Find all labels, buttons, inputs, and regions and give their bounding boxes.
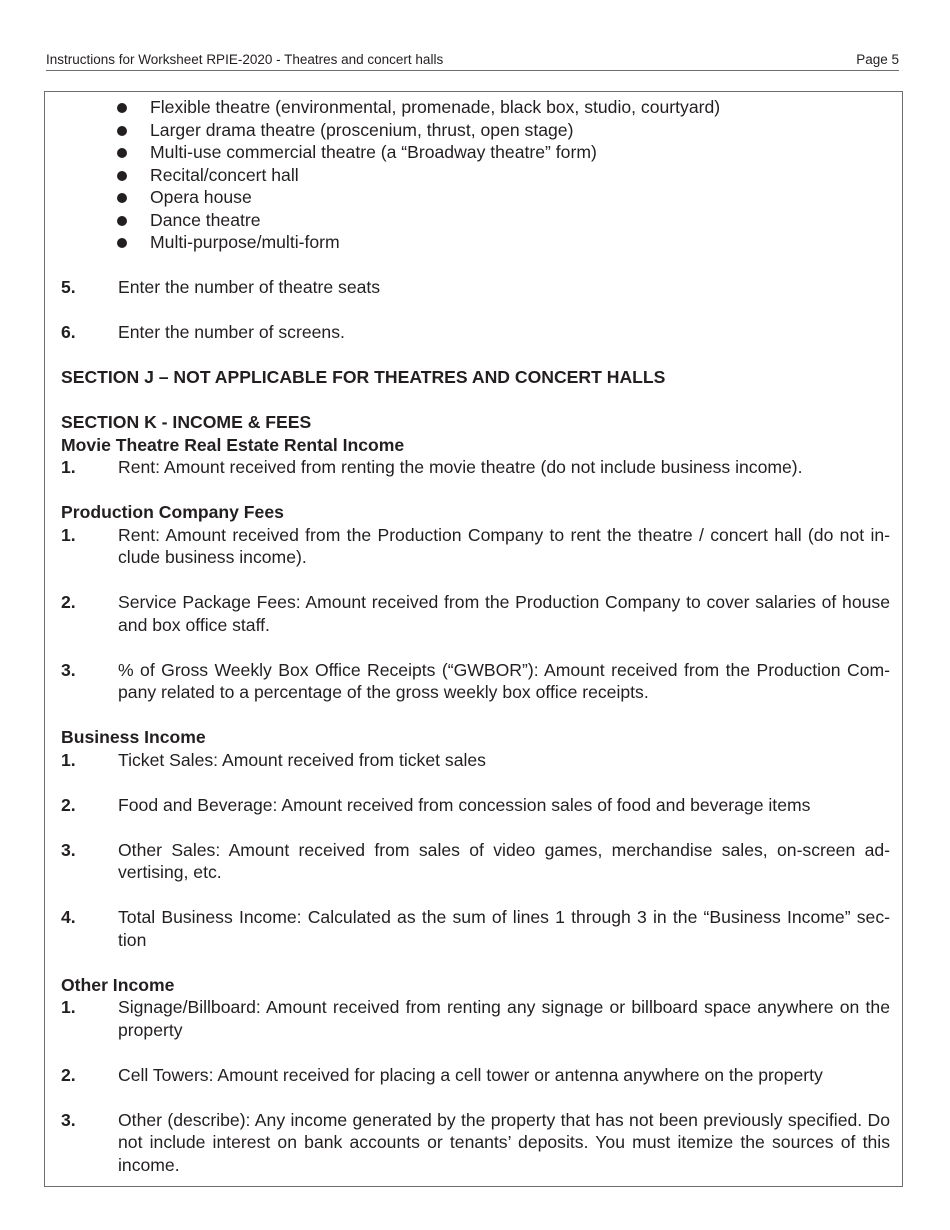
bullet-icon — [117, 216, 127, 226]
instruction-item: 2. Food and Beverage: Amount received from concession sales of food and beverage items — [61, 794, 811, 815]
theatre-type-list — [61, 96, 890, 254]
list-item: Flexible theatre (environmental, promenade, black box, studio, courtyard) — [61, 96, 890, 119]
list-item: Recital/concert hall — [61, 164, 890, 187]
bullet-icon — [117, 238, 127, 248]
bullet-icon — [117, 103, 127, 113]
instruction-item: 1. Rent: Amount received from the Production Company to rent the theatre / concert hall (do not include business income). — [61, 524, 890, 567]
movie-theatre-heading: Movie Theatre Real Estate Rental Income — [61, 434, 405, 455]
instruction-item: 1. Ticket Sales: Amount received from ticket sales — [61, 749, 486, 770]
list-item: Opera house — [61, 186, 890, 209]
page-number: Page 5 — [856, 52, 899, 67]
instruction-item: 3. Other (describe): Any income generated by the property that has not been previously specified. Do not include interest on bank accounts or tenants’ deposits. You must itemize the sources of this income. — [61, 1109, 890, 1175]
bullet-icon — [117, 171, 127, 181]
production-company-heading: Production Company Fees — [61, 502, 284, 522]
instruction-item: 1. Signage/Billboard: Amount received from renting any signage or billboard space anywhere on the property — [61, 997, 890, 1040]
instruction-item: 4. Total Business Income: Calculated as the sum of lines 1 through 3 in the “Business Income” section — [61, 907, 890, 950]
instructions-content — [61, 96, 890, 1176]
instruction-item: 1. Rent: Amount received from renting the movie theatre (do not include business income). — [61, 457, 803, 477]
instruction-item: 5. Enter the number of theatre seats — [61, 277, 381, 297]
document-title: Instructions for Worksheet RPIE-2020 - Theatres and concert halls — [46, 52, 444, 67]
bullet-icon — [117, 148, 127, 158]
instruction-item: 6. Enter the number of screens. — [61, 322, 345, 342]
section-j-heading: SECTION J – NOT APPLICABLE FOR THEATRES AND CONCERT HALLS — [61, 367, 666, 387]
section-k-heading: SECTION K - INCOME & FEES — [61, 412, 312, 432]
business-income-heading: Business Income — [61, 727, 206, 747]
other-income-heading: Other Income — [61, 974, 175, 995]
instruction-item: 2. Cell Towers: Amount received for placing a cell tower or antenna anywhere on the property — [61, 1064, 823, 1085]
bullet-icon — [117, 193, 127, 203]
bullet-icon — [117, 126, 127, 136]
instruction-item: 3. Other Sales: Amount received from sales of video games, merchandise sales, on-screen advertising, etc. — [61, 839, 890, 882]
list-item: Dance theatre — [61, 209, 890, 232]
list-item: Multi-use commercial theatre (a “Broadway theatre” form) — [61, 141, 890, 164]
list-item: Multi-purpose/multi-form — [61, 231, 890, 254]
page-header — [46, 52, 899, 71]
instruction-item: 2. Service Package Fees: Amount received from the Production Company to cover salaries of house and box office staff. — [61, 592, 890, 635]
list-item: Larger drama theatre (proscenium, thrust, open stage) — [61, 119, 890, 142]
instruction-item: 3. % of Gross Weekly Box Office Receipts (“GWBOR”): Amount received from the Production Company related to a percentage of the gross weekly box office receipts. — [61, 659, 890, 702]
